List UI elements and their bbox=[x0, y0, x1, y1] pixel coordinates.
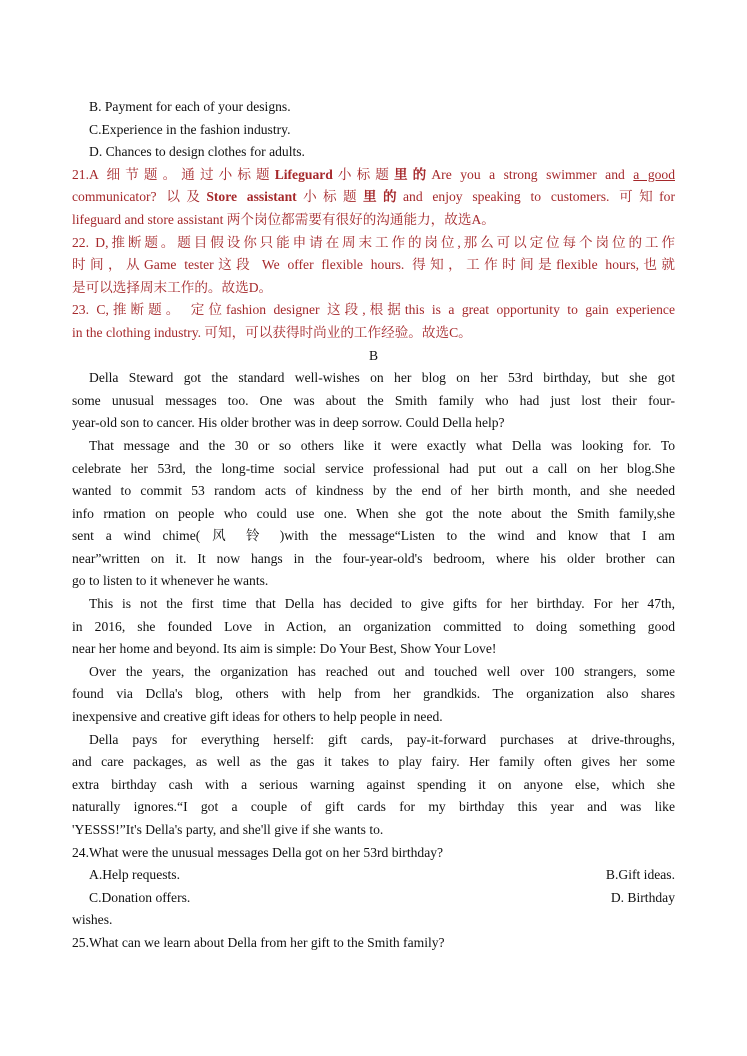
answer-21-text-c: Are you a strong swimmer and bbox=[431, 166, 634, 182]
answer-21-keyword-store-assistant: Store assistant bbox=[206, 189, 297, 205]
passage-line: Over the years, the organization has reached out and touched well over 100 strangers, some bbox=[89, 663, 675, 679]
answer-21-line-2 bbox=[72, 186, 675, 209]
answer-21-underlined: a good bbox=[633, 166, 675, 182]
passage-line: and care packages, as well as the gas it takes to play fairy. Her family often gives her some bbox=[72, 754, 675, 770]
answer-21-line-1 bbox=[72, 164, 675, 187]
question-24: 24.What were the unusual messages Della got on her 53rd birthday? bbox=[72, 844, 444, 860]
question-24-options-row-2 bbox=[72, 887, 675, 910]
answer-21-text-a: 21.A 细节题。通过小标题 bbox=[72, 166, 275, 182]
option-24-b: B.Gift ideas. bbox=[605, 867, 675, 883]
option-24-d-continued: wishes. bbox=[72, 912, 113, 928]
passage-line: naturally ignores.“I got a couple of gift cards for my birthday this year and was like bbox=[72, 799, 675, 815]
option-24-d: D. Birthday bbox=[610, 889, 675, 905]
section-heading-b: B bbox=[368, 347, 379, 363]
answer-22-line-2: 时间，从Game tester这段 We offer flexible hours. 得知，工作时间是flexible hours,也就 bbox=[72, 257, 675, 273]
passage-line: celebrate her 53rd, the long-time social service professional had put out a call on her blog.She bbox=[72, 460, 675, 476]
question-24-options-row-1 bbox=[72, 864, 675, 887]
passage-line: Della pays for everything herself: gift cards, pay-it-forward purchases at drive-throughs, bbox=[89, 731, 675, 747]
passage-line: near her home and beyond. Its aim is simple: Do Your Best, Show Your Love! bbox=[72, 641, 497, 657]
answer-22-line-1: 22. D,推断题。题目假设你只能申请在周末工作的岗位,那么可以定位每个岗位的工作 bbox=[72, 234, 675, 250]
passage-line: year-old son to cancer. His older brother was in deep sorrow. Could Della help? bbox=[72, 415, 505, 431]
answer-21-keyword-lifeguard: Lifeguard bbox=[274, 166, 333, 182]
answer-21-text-e: 小标题 bbox=[296, 189, 364, 205]
document-page bbox=[72, 96, 675, 955]
passage-b bbox=[72, 367, 675, 841]
answer-23-line-1: 23. C,推断题。 定位fashion designer 这段,根据this is a great opportunity to gain experience bbox=[72, 302, 675, 318]
answer-21-text-b: 小标题 bbox=[332, 166, 394, 182]
passage-line: Della Steward got the standard well-wishes on her blog on her 53rd birthday, but she got bbox=[89, 370, 675, 386]
passage-line: some unusual messages too. One was about the Smith family who had just lost their four- bbox=[72, 392, 675, 408]
option-c-previous: C.Experience in the fashion industry. bbox=[89, 121, 291, 137]
option-b-previous: B. Payment for each of your designs. bbox=[89, 99, 291, 114]
passage-line: go to listen to it whenever he wants. bbox=[72, 573, 269, 589]
passage-line: info rmation on people who could use one. When she got the note about the Smith family,she bbox=[72, 505, 675, 521]
answer-21-text-f: and enjoy speaking to customers. 可知for bbox=[402, 189, 675, 205]
passage-line: extra birthday cash with a serious warning against spending it on anyone else, which she bbox=[72, 776, 675, 792]
answer-21-text-d: communicator? 以及 bbox=[72, 189, 207, 205]
passage-line: sent a wind chime( 风 铃 )with the message“Listen to the wind and know that I am bbox=[72, 528, 675, 544]
answer-21-keyword-lide-2: 里的 bbox=[363, 189, 403, 205]
passage-line: wanted to commit 53 random acts of kindness by the end of her birth month, and she needed bbox=[72, 483, 675, 499]
option-24-c: C.Donation offers. bbox=[89, 889, 191, 905]
answer-21-keyword-lide: 里的 bbox=[393, 166, 432, 182]
question-25: 25.What can we learn about Della from her gift to the Smith family? bbox=[72, 934, 445, 950]
passage-line: 'YESSS!”It's Della's party, and she'll give if she wants to. bbox=[72, 822, 384, 837]
passage-line: inexpensive and creative gift ideas for others to help people in need. bbox=[72, 709, 443, 725]
passage-line: near”written on it. It now hangs in the four-year-old's bedroom, where his older brother can bbox=[72, 550, 675, 566]
answer-21-line-3: lifeguard and store assistant 两个岗位都需要有很好的沟通能力，故选A。 bbox=[72, 211, 495, 227]
passage-line: That message and the 30 or so others like it were exactly what Della was looking for. To bbox=[89, 437, 675, 453]
option-24-a: A.Help requests. bbox=[89, 867, 180, 883]
answer-22-line-3: 是可以选择周末工作的。故选D。 bbox=[72, 279, 273, 295]
answer-23-line-2: in the clothing industry. 可知，可以获得时尚业的工作经验。故选C。 bbox=[72, 324, 472, 340]
passage-line: in 2016, she founded Love in Action, an organization committed to doing something good bbox=[72, 618, 675, 634]
option-d-previous: D. Chances to design clothes for adults. bbox=[89, 144, 305, 160]
passage-line: found via Dclla's blog, others with help from her grandkids. The organization also shares bbox=[72, 686, 675, 702]
passage-line: This is not the first time that Della has decided to give gifts for her birthday. For her 47th, bbox=[89, 596, 675, 612]
